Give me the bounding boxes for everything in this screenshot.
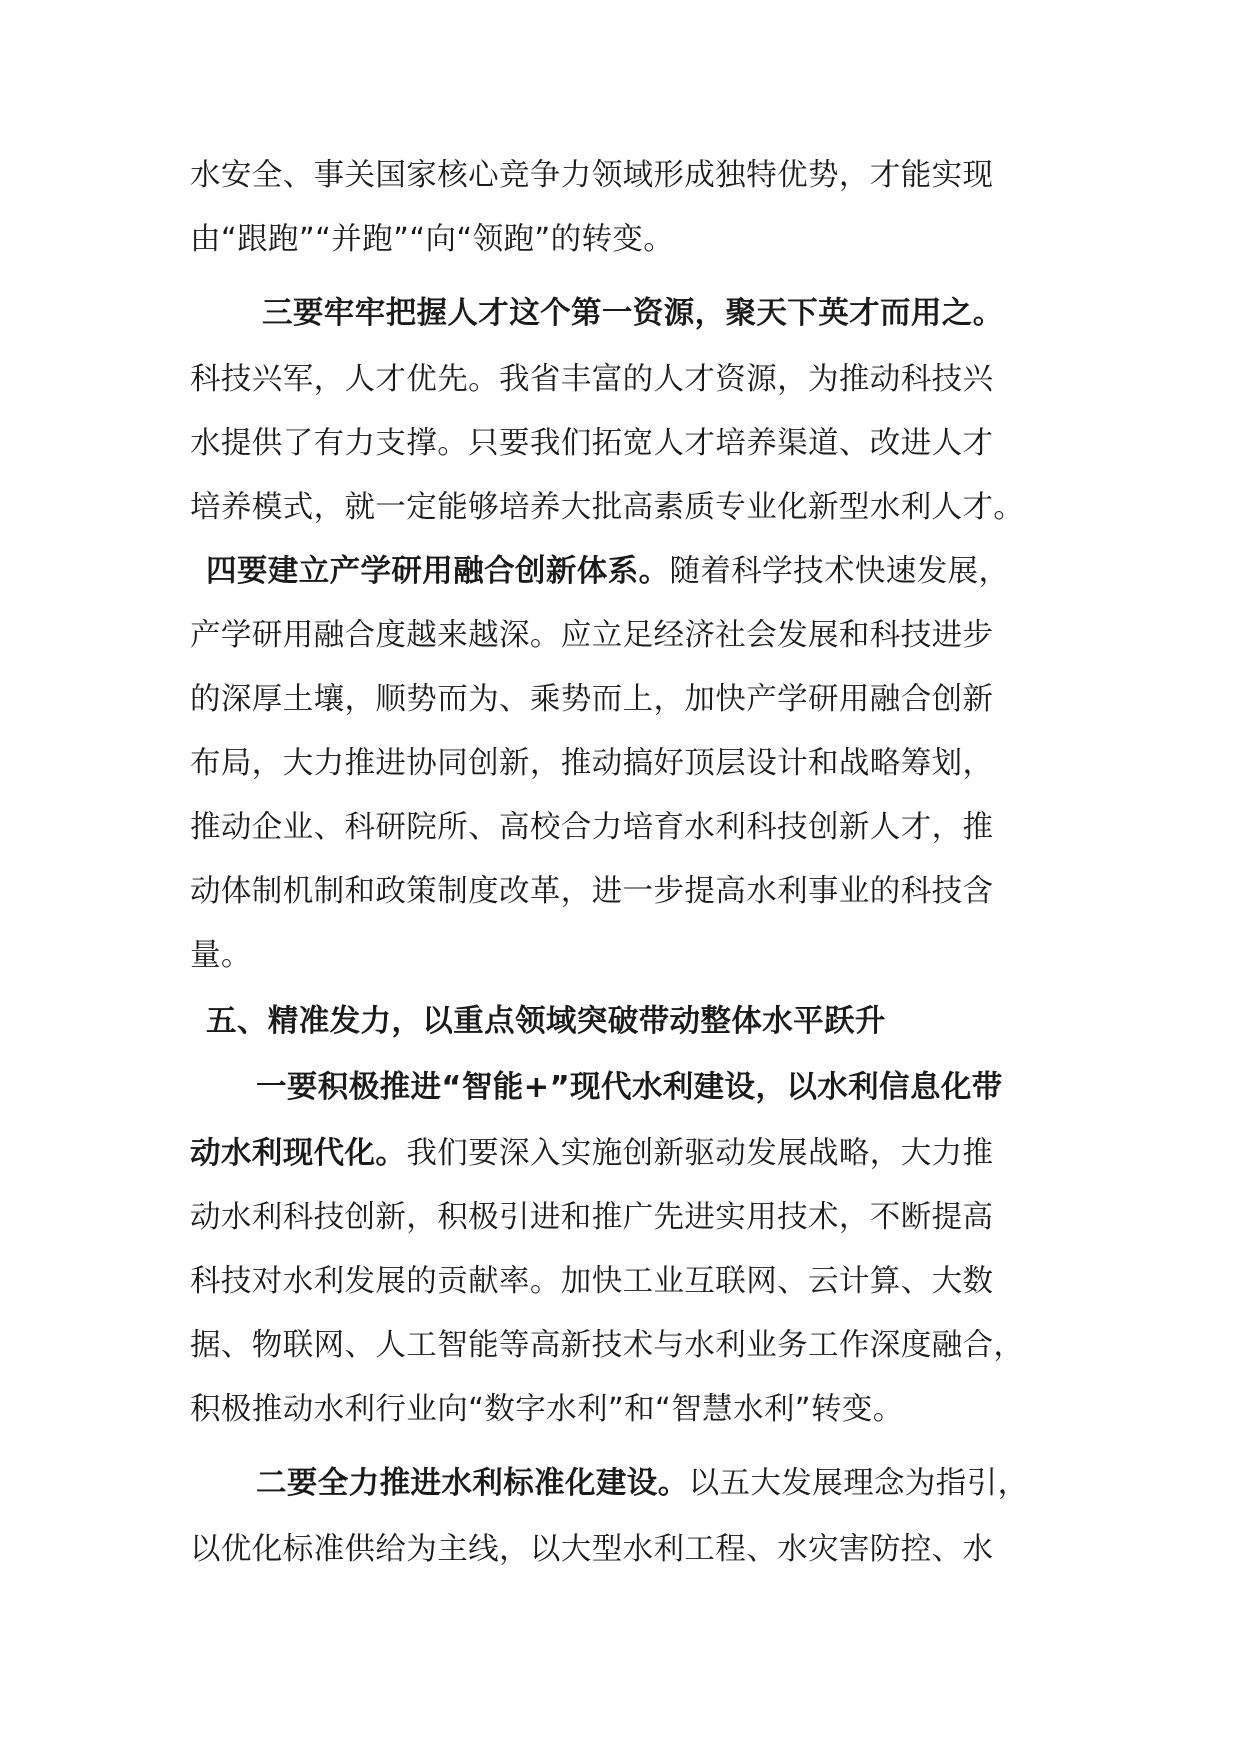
paragraph-smart-water-line-2: 科技对水利发展的贡献率。加快工业互联网、云计算、大数: [190, 1264, 994, 1299]
paragraph-standardization-lead-tail: 以五大发展理念为指引，: [688, 1466, 1029, 1501]
paragraph-talent-line-3: 培养模式，就一定能够培养大批高素质专业化新型水利人才。: [190, 490, 1025, 525]
paragraph-standardization-line-1: 以优化标准供给为主线，以大型水利工程、水灾害防控、水: [190, 1532, 994, 1567]
paragraph-innovation-line-4: 推动企业、科研院所、高校合力培育水利科技创新人才，推: [190, 810, 994, 845]
section-five-heading: 五、精准发力，以重点领域突破带动整体水平跃升: [206, 1004, 886, 1039]
paragraph-talent-line-2: 水提供了有力支撑。只要我们拓宽人才培养渠道、改进人才: [190, 426, 994, 461]
paragraph-smart-water-lead-1: 一要积极推进“智能+”现代水利建设，以水利信息化带: [256, 1070, 1003, 1105]
paragraph-innovation-line-6: 量。: [190, 938, 252, 973]
paragraph-smart-water-lead-line-2: [190, 1122, 1090, 1186]
paragraph-innovation-line-1: 产学研用融合度越来越深。应立足经济社会发展和科技进步: [190, 618, 994, 653]
paragraph-smart-water-line-4: 积极推动水利行业向“数字水利”和“智慧水利”转变。: [190, 1392, 904, 1427]
paragraph-smart-water-lead-2: 动水利现代化。: [190, 1136, 407, 1171]
paragraph-innovation-line-3: 布局，大力推进协同创新，推动搞好顶层设计和战略筹划，: [190, 746, 994, 781]
paragraph-talent-lead: 三要牢牢把握人才这个第一资源，聚天下英才而用之。: [262, 296, 1004, 331]
paragraph-talent-line-1: 科技兴军，人才优先。我省丰富的人才资源，为推动科技兴: [190, 362, 994, 397]
paragraph-innovation-lead-tail: 随着科学技术快速发展，: [669, 554, 1010, 589]
paragraph-smart-water-line-1: 动水利科技创新，积极引进和推广先进实用技术，不断提高: [190, 1200, 994, 1235]
paragraph-smart-water-line-3: 据、物联网、人工智能等高新技术与水利业务工作深度融合，: [190, 1328, 1025, 1363]
paragraph-standardization-lead: 二要全力推进水利标准化建设。: [256, 1466, 689, 1501]
paragraph-smart-water-lead-2-tail: 我们要深入实施创新驱动发展战略，大力推: [406, 1136, 994, 1171]
paragraph-standardization-first-line: [256, 1452, 1156, 1516]
continuation-line-2: 由“跟跑”“并跑”“向“领跑”的转变。: [190, 222, 675, 257]
continuation-line-1: 水安全、事关国家核心竞争力领域形成独特优势，才能实现: [190, 158, 994, 193]
paragraph-innovation-first-line: [206, 540, 1106, 604]
paragraph-innovation-lead: 四要建立产学研用融合创新体系。: [206, 554, 670, 589]
paragraph-innovation-line-5: 动体制机制和政策制度改革，进一步提高水利事业的科技含: [190, 874, 994, 909]
paragraph-innovation-line-2: 的深厚土壤，顺势而为、乘势而上，加快产学研用融合创新: [190, 682, 994, 717]
